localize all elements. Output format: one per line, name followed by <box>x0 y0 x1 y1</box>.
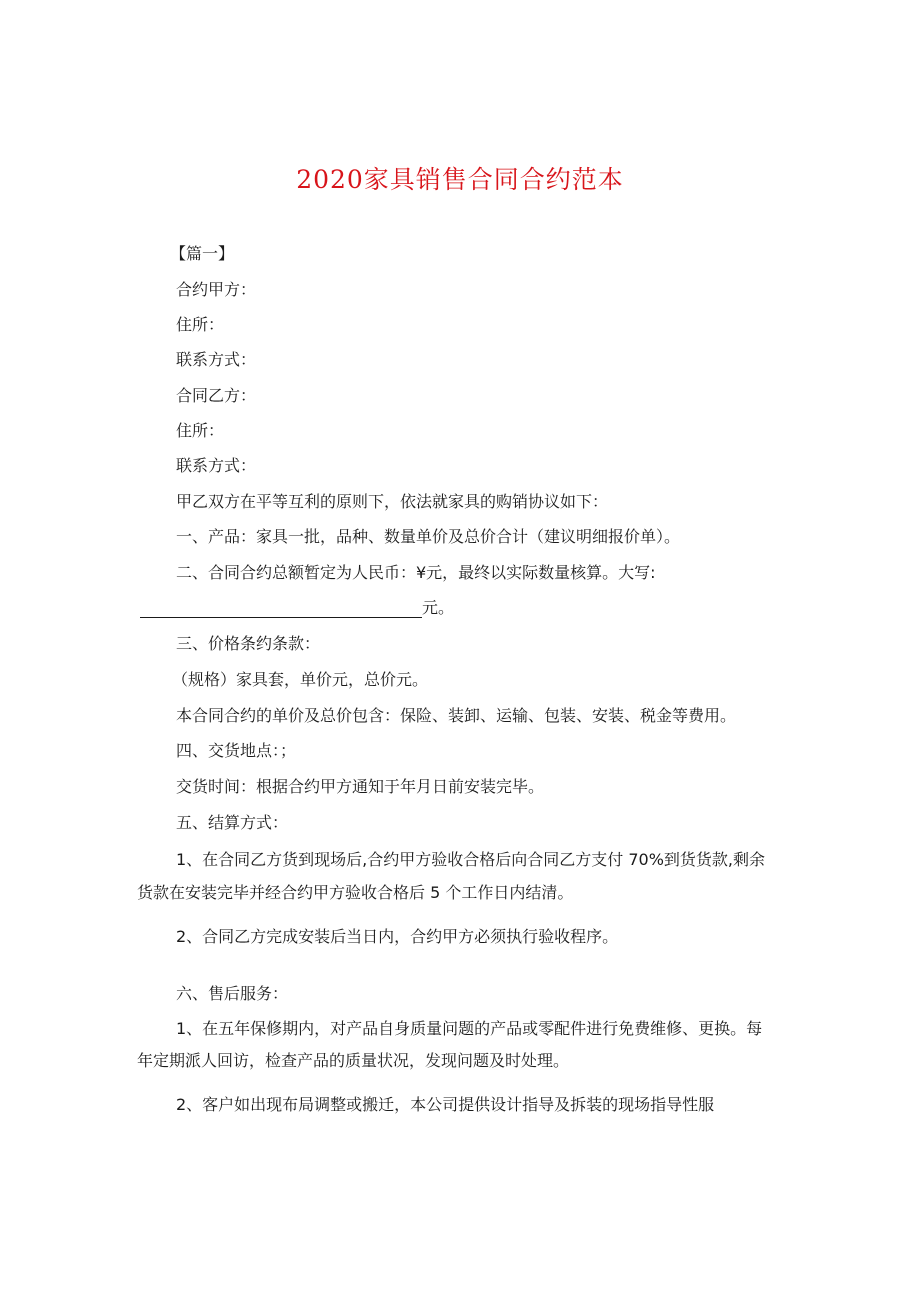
clause-4-title: 四、交货地点：； <box>176 741 297 760</box>
clause-4-time: 交货时间：根据合约甲方通知于年月日前安装完毕。 <box>176 777 545 796</box>
clause-5-title: 五、结算方式： <box>176 813 289 832</box>
amount-in-words-line <box>140 598 454 618</box>
clause-1: 一、产品：家具一批，品种、数量单价及总价合计（建议明细报价单）。 <box>176 527 681 546</box>
clause-3-note: 本合同合约的单价及总价包含：保险、装卸、运输、包装、安装、税金等费用。 <box>176 706 737 725</box>
document-title: 2020家具销售合同合约范本 <box>296 165 624 194</box>
clause-3-item: （规格）家具套，单价元，总价元。 <box>172 670 429 689</box>
clause-5-item-1-line-2: 货款在安装完毕并经合约甲方验收合格后 5 个工作日内结清。 <box>137 883 574 902</box>
party-b-label: 合同乙方： <box>176 386 257 405</box>
clause-6-title: 六、售后服务： <box>176 984 289 1003</box>
section-label: 【篇一】 <box>170 244 235 263</box>
party-b-contact: 联系方式： <box>176 456 257 475</box>
party-a-contact: 联系方式： <box>176 350 257 369</box>
clause-6-item-1-line-1: 1、在五年保修期内，对产品自身质量问题的产品或零配件进行免费维修、更换。每 <box>176 1019 763 1038</box>
clause-2: 二、合同合约总额暂定为人民币：¥元，最终以实际数量核算。大写: <box>176 563 656 582</box>
party-a-address: 住所： <box>176 315 225 334</box>
amount-suffix: 元。 <box>422 598 455 617</box>
clause-5-item-2: 2、合同乙方完成安装后当日内，合约甲方必须执行验收程序。 <box>176 927 619 946</box>
fill-in-blank <box>140 601 422 618</box>
clause-6-item-2: 2、客户如出现布局调整或搬迁，本公司提供设计指导及拆装的现场指导性服 <box>176 1095 715 1114</box>
intro-paragraph: 甲乙双方在平等互利的原则下，依法就家具的购销协议如下： <box>176 492 609 511</box>
party-b-address: 住所： <box>176 421 225 440</box>
clause-6-item-1-line-2: 年定期派人回访，检查产品的质量状况，发现问题及时处理。 <box>137 1051 570 1070</box>
clause-5-item-1-line-1: 1、在合同乙方货到现场后,合约甲方验收合格后向合同乙方支付 70%到货货款,剩余 <box>176 850 766 869</box>
party-a-label: 合约甲方： <box>176 280 257 299</box>
clause-3-title: 三、价格条约条款： <box>176 634 321 653</box>
